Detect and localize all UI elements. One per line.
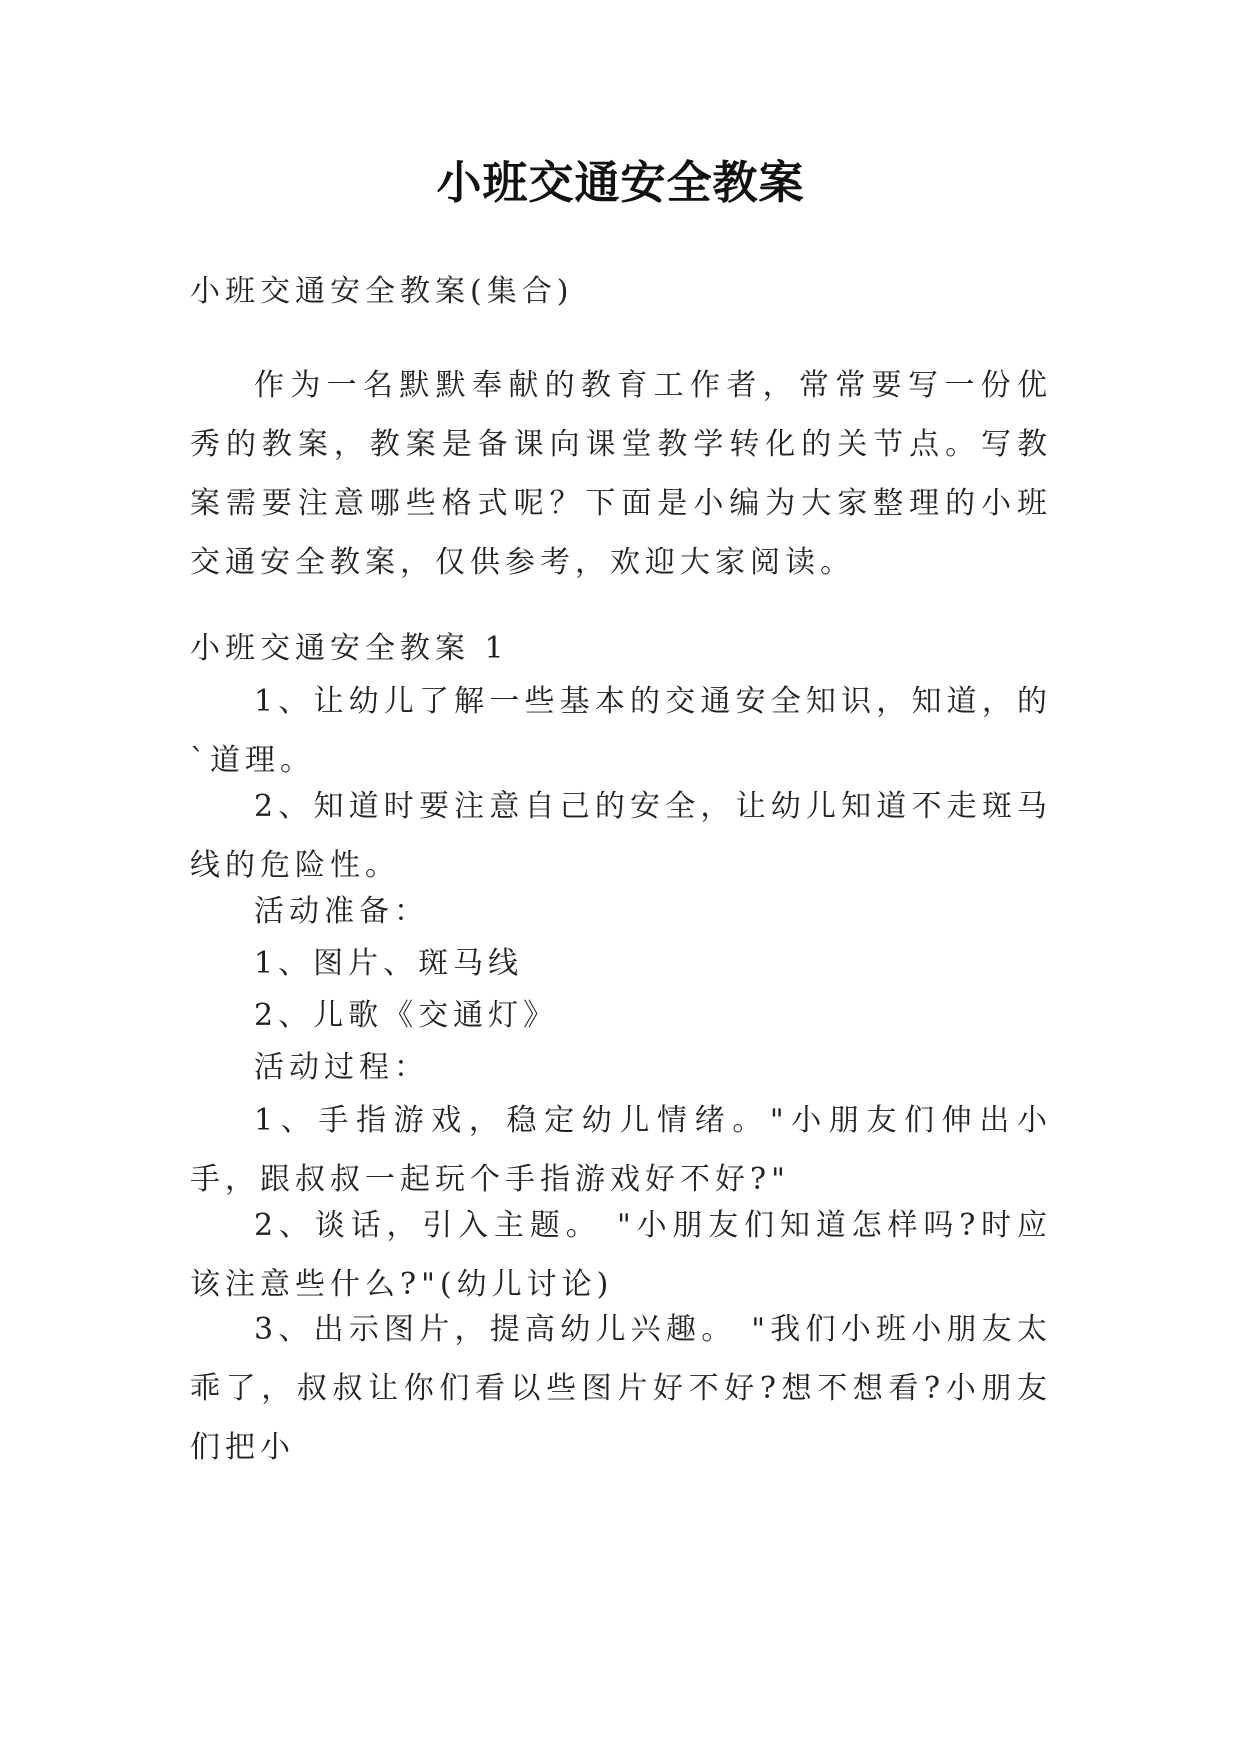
intro-paragraph: 作为一名默默奉献的教育工作者，常常要写一份优秀的教案，教案是备课向课堂教学转化的关节点。写教案需要注意哪些格式呢？下面是小编为大家整理的小班交通安全教案，仅供参考，欢迎大家阅读。 — [190, 368, 1052, 580]
paragraph-process-heading: 活动过程： — [254, 1050, 429, 1085]
paragraph-process-2: 2、谈话，引入主题。 "小朋友们知道怎样吗?时应该注意些什么?"(幼儿讨论) — [190, 1208, 1052, 1302]
paragraph-preparation-2: 2、儿歌《交通灯》 — [254, 998, 559, 1033]
paragraph-goal-1: 1、让幼儿了解一些基本的交通安全知识，知道，的`道理。 — [190, 684, 1052, 778]
document-title: 小班交通安全教案 — [436, 156, 805, 209]
paragraph-process-1: 1、手指游戏，稳定幼儿情绪。"小朋友们伸出小手，跟叔叔一起玩个手指游戏好不好?" — [190, 1103, 1052, 1197]
paragraph-preparation-heading: 活动准备： — [254, 894, 429, 929]
paragraph-preparation-1: 1、图片、斑马线 — [254, 946, 524, 981]
paragraph-goal-2: 2、知道时要注意自己的安全，让幼儿知道不走斑马线的危险性。 — [190, 789, 1052, 883]
paragraph-process-3: 3、出示图片，提高幼儿兴趣。 "我们小班小朋友太乖了，叔叔让你们看以些图片好不好?想不想看?小朋友们把小 — [190, 1312, 1052, 1465]
document-subtitle: 小班交通安全教案(集合) — [190, 274, 574, 309]
section-heading: 小班交通安全教案 1 — [190, 631, 509, 666]
